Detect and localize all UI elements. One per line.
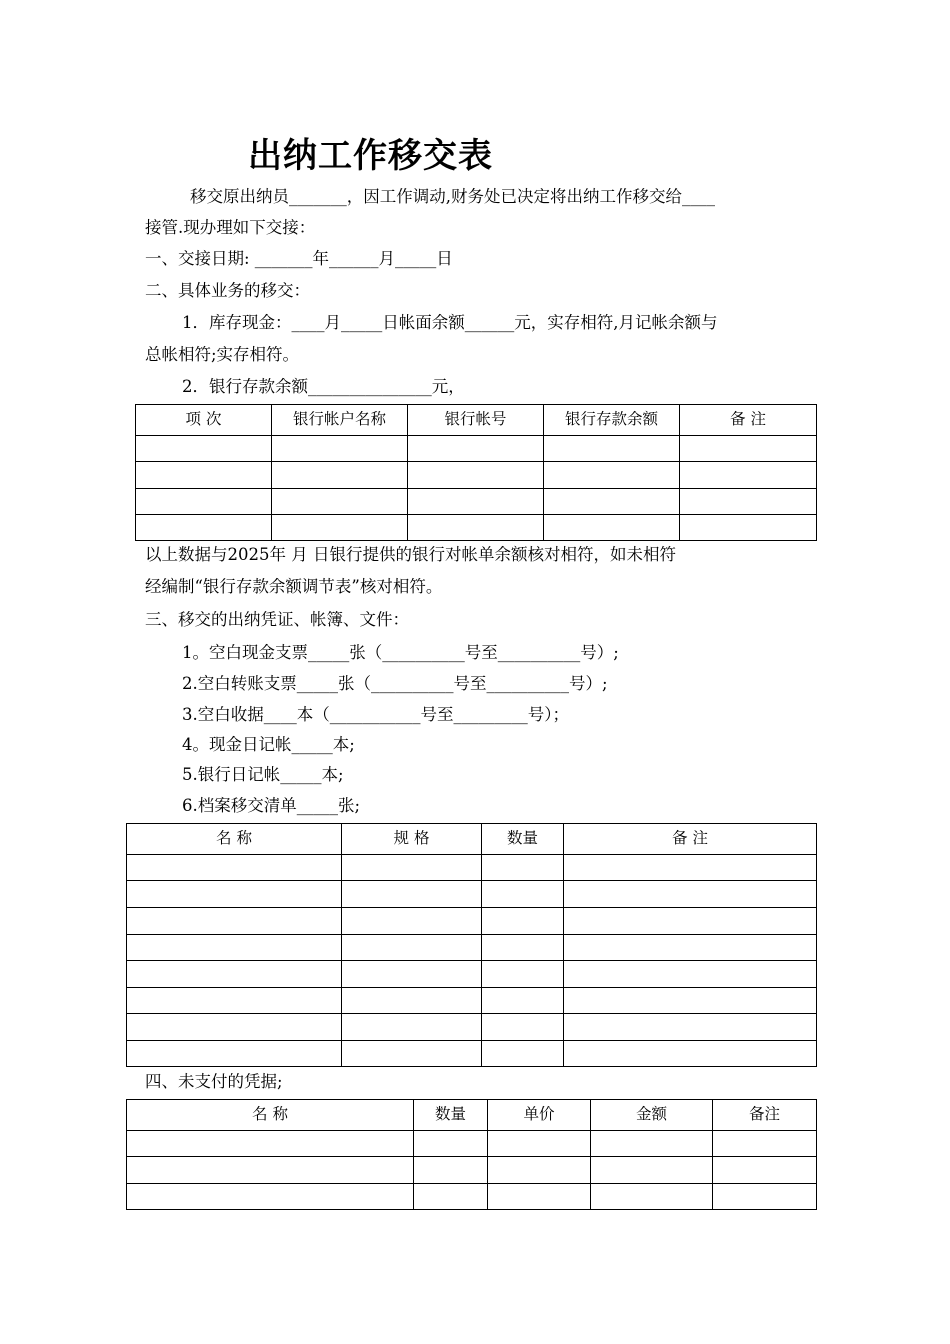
table-row [127,935,817,961]
table-row [136,489,817,515]
reconcile-line-2: 经编制“银行存款余额调节表”核对相符。 [145,577,443,596]
header-name: 名 称 [127,824,342,855]
header-spec: 规 格 [342,824,482,855]
header-unit-price: 单价 [488,1100,591,1131]
table-row [127,908,817,935]
voucher-item-2: 2.空白转账支票_____张（__________号至__________号）; [182,674,608,693]
table-row [127,1014,817,1041]
header-amount: 金额 [591,1100,713,1131]
header-quantity: 数量 [482,824,564,855]
table-row [127,1184,817,1210]
section-3-heading: 三、移交的出纳凭证、帐簿、文件： [145,610,409,629]
header-account-name: 银行帐户名称 [272,405,408,436]
header-account-no: 银行帐号 [408,405,544,436]
voucher-item-4: 4。现金日记帐_____本; [182,735,355,754]
table-row [127,988,817,1014]
header-remarks: 备 注 [564,824,817,855]
header-item-no: 项 次 [136,405,272,436]
header-quantity: 数量 [414,1100,488,1131]
page-title: 出纳工作移交表 [248,136,493,176]
table-row [127,855,817,881]
voucher-item-5: 5.银行日记帐_____本; [182,765,344,784]
table-row [127,1157,817,1184]
table-row [127,961,817,988]
intro-line-1: 移交原出纳员_______，因工作调动,财务处已决定将出纳工作移交给____ [190,187,715,206]
reconcile-line-1: 以上数据与2025年 月 日银行提供的银行对帐单余额核对相符，如未相符 [145,545,676,564]
cash-line-2: 总帐相符;实存相符。 [145,345,300,364]
section-4-heading: 四、未支付的凭据; [145,1072,283,1091]
table-row [127,881,817,908]
header-remarks: 备注 [713,1100,817,1131]
table-row [127,1131,817,1157]
section-2-heading: 二、具体业务的移交： [145,281,310,300]
voucher-item-3: 3.空白收据____本（___________号至_________号）； [182,705,569,724]
cash-line-1: 1．库存现金：____月_____日帐面余额______元，实存相符,月记帐余额与 [182,313,718,332]
table-row [127,1041,817,1067]
bank-balance-line: 2．银行存款余额_______________元， [182,377,465,396]
archive-table [126,823,817,1067]
table-row [136,515,817,541]
intro-line-2: 接管.现办理如下交接： [145,218,316,237]
bank-account-table [135,404,817,541]
voucher-item-6: 6.档案移交清单_____张; [182,796,361,815]
table-row [136,436,817,462]
header-name: 名 称 [127,1100,414,1131]
header-balance: 银行存款余额 [544,405,680,436]
header-remarks: 备 注 [680,405,817,436]
section-1-date: 一、交接日期: _______年______月_____日 [145,249,453,268]
table-row [136,462,817,489]
unpaid-voucher-table [126,1099,817,1210]
voucher-item-1: 1。空白现金支票_____张（__________号至__________号）; [182,643,619,662]
